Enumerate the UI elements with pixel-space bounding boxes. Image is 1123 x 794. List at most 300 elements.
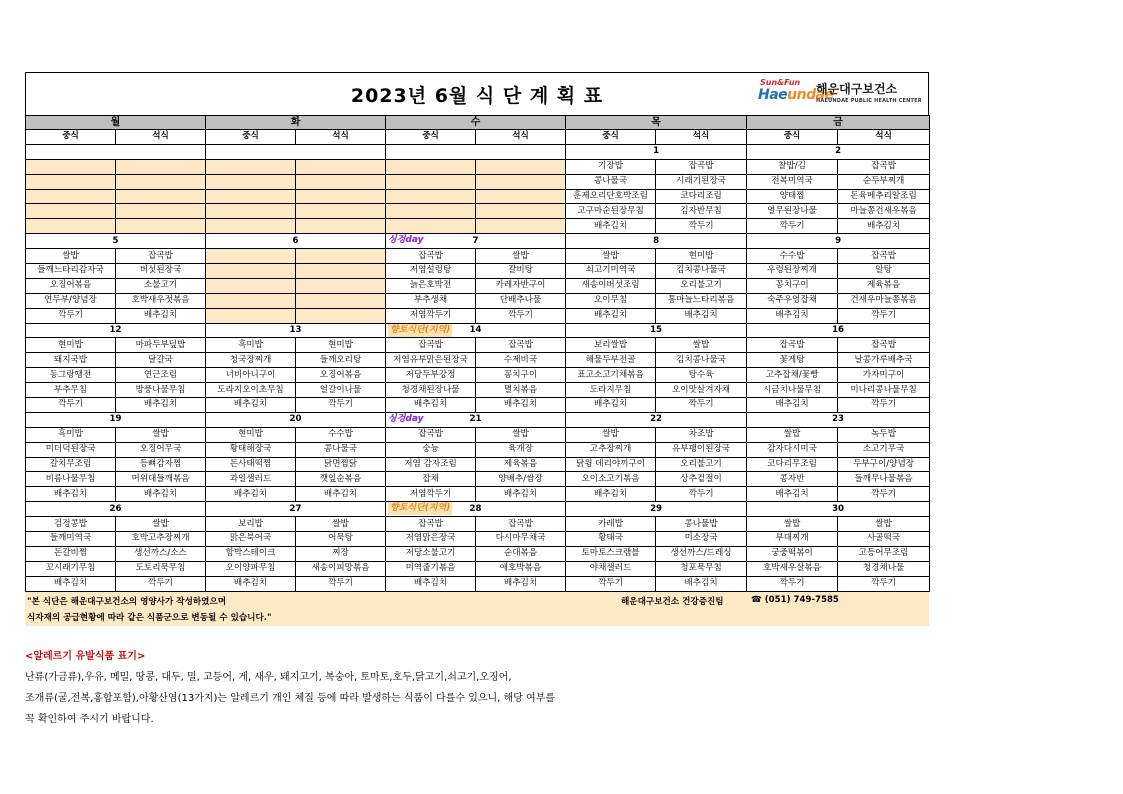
menu-cell: 흑미밥 bbox=[26, 427, 116, 442]
menu-row bbox=[26, 442, 930, 457]
menu-cell bbox=[386, 219, 476, 234]
menu-row bbox=[26, 219, 930, 234]
menu-cell: 잡곡밥 bbox=[386, 517, 476, 532]
logo-name: 해운대구보건소 bbox=[816, 82, 898, 96]
menu-cell: 꽁치구이 bbox=[747, 278, 838, 293]
menu-cell bbox=[386, 189, 476, 204]
menu-cell bbox=[206, 278, 296, 293]
menu-cell: 소불고기 bbox=[116, 278, 206, 293]
menu-cell: 찌장 bbox=[296, 546, 386, 561]
date-number: 27 bbox=[289, 503, 302, 514]
menu-cell: 가자미구이 bbox=[838, 368, 930, 383]
page-title: 2023년 6월 식 단 계 획 표 bbox=[350, 85, 604, 107]
menu-cell: 깍두기 bbox=[296, 398, 386, 413]
date-cell bbox=[206, 234, 386, 249]
allergy-line-1: 난류(가금류),우유, 메밀, 땅콩, 대두, 밀, 고등어, 게, 새우, 돼지고기, 복숭아, 토마토,호두,닭고기,쇠고기,오징어, bbox=[25, 672, 512, 683]
menu-cell: 열무된장나물 bbox=[747, 204, 838, 219]
menu-cell: 쌀밥 bbox=[656, 338, 747, 353]
health-center-logo bbox=[756, 77, 922, 111]
menu-row bbox=[26, 398, 930, 413]
special-day-stamp: 싱겅day bbox=[388, 413, 424, 424]
menu-cell bbox=[206, 264, 296, 279]
menu-cell: 콩나물밥 bbox=[656, 517, 747, 532]
menu-cell: 연근조림 bbox=[116, 368, 206, 383]
date-cell bbox=[566, 412, 747, 427]
menu-cell bbox=[296, 189, 386, 204]
menu-row bbox=[26, 353, 930, 368]
menu-cell: 날콩가루배추국 bbox=[838, 353, 930, 368]
menu-cell: 쌀밥 bbox=[838, 517, 930, 532]
menu-cell: 배추김치 bbox=[566, 219, 656, 234]
menu-cell: 깍두기 bbox=[747, 219, 838, 234]
menu-cell bbox=[206, 293, 296, 308]
day-header: 금 bbox=[747, 116, 930, 130]
menu-cell: 카레자반구이 bbox=[476, 278, 566, 293]
menu-cell: 유부팽이된장국 bbox=[656, 442, 747, 457]
menu-cell: 상추겉절이 bbox=[656, 472, 747, 487]
date-cell bbox=[206, 502, 386, 517]
meal-header: 중식 bbox=[747, 130, 838, 145]
menu-row bbox=[26, 189, 930, 204]
menu-cell: 수수밥 bbox=[747, 249, 838, 264]
menu-cell: 고추장찌개 bbox=[566, 442, 656, 457]
menu-cell: 얼갈이나물 bbox=[296, 383, 386, 398]
menu-row bbox=[26, 174, 930, 189]
menu-cell: 배추김치 bbox=[296, 487, 386, 502]
date-cell bbox=[566, 144, 747, 159]
menu-cell: 잡곡밥 bbox=[656, 159, 747, 174]
date-number: 6 bbox=[292, 235, 299, 246]
menu-cell: 들깨미역국 bbox=[26, 532, 116, 547]
menu-cell: 알탕 bbox=[838, 264, 930, 279]
menu-cell: 김치콩나물국 bbox=[656, 264, 747, 279]
menu-cell: 깍두기 bbox=[838, 308, 930, 323]
menu-cell: 찰밥/김 bbox=[747, 159, 838, 174]
menu-cell: 배추김치 bbox=[116, 398, 206, 413]
meal-header: 중식 bbox=[566, 130, 656, 145]
menu-cell: 통마늘느타리볶음 bbox=[656, 293, 747, 308]
menu-cell: 우렁된장찌개 bbox=[747, 264, 838, 279]
menu-row bbox=[26, 487, 930, 502]
meal-header: 중식 bbox=[26, 130, 116, 145]
date-cell bbox=[386, 502, 566, 517]
menu-cell: 깍두기 bbox=[838, 487, 930, 502]
date-number: 20 bbox=[289, 414, 302, 425]
menu-cell: 배추김치 bbox=[476, 576, 566, 591]
menu-cell: 닭면찜닭 bbox=[296, 457, 386, 472]
date-number: 5 bbox=[112, 235, 119, 246]
meal-header: 중식 bbox=[206, 130, 296, 145]
menu-cell: 시금치나물무침 bbox=[747, 383, 838, 398]
menu-cell: 황태국 bbox=[566, 532, 656, 547]
menu-cell: 저염맑은장국 bbox=[386, 532, 476, 547]
allergy-line-3: 꼭 확인하여 주시기 바랍니다. bbox=[25, 714, 154, 725]
menu-cell: 동그랑땡전 bbox=[26, 368, 116, 383]
menu-cell: 청포묵무침 bbox=[656, 561, 747, 576]
menu-cell bbox=[296, 159, 386, 174]
menu-cell: 잡곡밥 bbox=[386, 427, 476, 442]
menu-cell: 훈제오리단호박조림 bbox=[566, 189, 656, 204]
menu-cell: 깍두기 bbox=[296, 576, 386, 591]
menu-table bbox=[25, 115, 930, 592]
menu-cell bbox=[116, 204, 206, 219]
menu-cell: 잡곡밥 bbox=[476, 517, 566, 532]
date-number: 13 bbox=[289, 325, 302, 336]
menu-cell: 깻잎순볶음 bbox=[296, 472, 386, 487]
menu-cell: 배추김치 bbox=[26, 487, 116, 502]
menu-cell: 과일샐러드 bbox=[206, 472, 296, 487]
menu-cell: 쌀밥 bbox=[26, 249, 116, 264]
menu-cell: 배추김치 bbox=[386, 576, 476, 591]
menu-cell: 오이맛살겨자채 bbox=[656, 383, 747, 398]
menu-cell: 호박고추장찌개 bbox=[116, 532, 206, 547]
menu-cell: 현미밥 bbox=[26, 338, 116, 353]
menu-cell bbox=[386, 174, 476, 189]
menu-cell: 깍두기 bbox=[838, 398, 930, 413]
menu-cell: 갈비탕 bbox=[476, 264, 566, 279]
date-cell bbox=[26, 412, 206, 427]
day-header: 화 bbox=[206, 116, 386, 130]
menu-cell: 돼지국밥 bbox=[26, 353, 116, 368]
menu-cell: 꽁치구이 bbox=[476, 368, 566, 383]
menu-cell: 멸치볶음 bbox=[476, 383, 566, 398]
date-number: 19 bbox=[109, 414, 122, 425]
day-header: 수 bbox=[386, 116, 566, 130]
menu-cell: 오이소고기볶음 bbox=[566, 472, 656, 487]
menu-cell: 깍두기 bbox=[26, 308, 116, 323]
menu-cell: 배추김치 bbox=[476, 398, 566, 413]
menu-cell: 갈치무조림 bbox=[26, 457, 116, 472]
menu-cell: 청경채나물 bbox=[838, 561, 930, 576]
menu-cell bbox=[26, 219, 116, 234]
allergy-line-2: 조개류(굴,전복,홍합포함),아황산염(13가지)는 알레르기 개인 체질 등에 따라 발생하는 식품이 다를수 있으니, 해당 여부를 bbox=[25, 693, 556, 704]
menu-cell: 오징어볶음 bbox=[26, 278, 116, 293]
menu-cell: 잡곡밥 bbox=[386, 249, 476, 264]
menu-cell: 등뼈감자찜 bbox=[116, 457, 206, 472]
menu-cell: 청국장찌개 bbox=[206, 353, 296, 368]
date-number: 15 bbox=[650, 325, 663, 336]
meal-header-row bbox=[26, 130, 930, 145]
menu-cell: 깍두기 bbox=[747, 576, 838, 591]
local-food-stamp: 향토식단(지역) bbox=[390, 503, 451, 514]
menu-cell bbox=[116, 159, 206, 174]
menu-cell: 수제비국 bbox=[476, 353, 566, 368]
menu-cell bbox=[296, 293, 386, 308]
menu-cell: 잡곡밥 bbox=[116, 249, 206, 264]
notice-phone: ☎ (051) 749-7585 bbox=[751, 594, 839, 605]
menu-cell: 보리밥 bbox=[206, 517, 296, 532]
menu-cell: 깍두기 bbox=[656, 487, 747, 502]
menu-cell: 미나리콩나물무침 bbox=[838, 383, 930, 398]
logo-wordmark: Haeundae bbox=[758, 87, 834, 103]
menu-cell: 맑은북어국 bbox=[206, 532, 296, 547]
menu-cell: 배추김치 bbox=[116, 308, 206, 323]
meal-plan-sheet bbox=[25, 72, 929, 626]
menu-cell: 제육볶음 bbox=[838, 278, 930, 293]
menu-cell: 꽃게탕 bbox=[747, 353, 838, 368]
logo-sunfun: Sun&Fun bbox=[760, 78, 801, 87]
menu-cell: 호박새우살볶음 bbox=[747, 561, 838, 576]
menu-cell: 배추김치 bbox=[747, 308, 838, 323]
menu-cell bbox=[26, 189, 116, 204]
menu-cell: 들깨느타리감자국 bbox=[26, 264, 116, 279]
menu-cell: 오이양파무침 bbox=[206, 561, 296, 576]
menu-cell: 배추김치 bbox=[747, 487, 838, 502]
menu-cell: 녹두밥 bbox=[838, 427, 930, 442]
menu-cell: 잡곡밥 bbox=[386, 338, 476, 353]
menu-cell: 깍두기 bbox=[476, 308, 566, 323]
date-row bbox=[26, 144, 930, 159]
menu-cell: 비름나물무침 bbox=[26, 472, 116, 487]
notice-box bbox=[25, 592, 929, 626]
menu-cell bbox=[476, 189, 566, 204]
menu-cell bbox=[116, 219, 206, 234]
date-cell bbox=[386, 144, 566, 159]
date-number: 1 bbox=[653, 146, 660, 157]
menu-cell: 쇠고기미역국 bbox=[566, 264, 656, 279]
menu-cell: 흑미밥 bbox=[206, 338, 296, 353]
menu-cell: 콩나물국 bbox=[296, 442, 386, 457]
date-number: 12 bbox=[109, 325, 122, 336]
menu-cell: 버섯된장국 bbox=[116, 264, 206, 279]
date-cell bbox=[206, 412, 386, 427]
menu-cell: 배추김치 bbox=[206, 398, 296, 413]
meal-header: 석식 bbox=[656, 130, 747, 145]
menu-cell: 잡곡밥 bbox=[747, 338, 838, 353]
menu-cell bbox=[296, 308, 386, 323]
menu-row bbox=[26, 159, 930, 174]
menu-row bbox=[26, 308, 930, 323]
notice-team: 해운대구보건소 건강증진팀 bbox=[621, 596, 724, 607]
date-number: 23 bbox=[832, 414, 845, 425]
menu-cell: 애호박볶음 bbox=[476, 561, 566, 576]
menu-cell bbox=[476, 174, 566, 189]
menu-cell: 배추김치 bbox=[476, 487, 566, 502]
menu-cell: 배추김치 bbox=[206, 576, 296, 591]
date-cell bbox=[747, 412, 930, 427]
menu-cell: 잡곡밥 bbox=[838, 159, 930, 174]
menu-cell: 배추김치 bbox=[838, 219, 930, 234]
menu-cell: 쌀밥 bbox=[116, 517, 206, 532]
menu-cell: 궁중떡볶이 bbox=[747, 546, 838, 561]
date-row bbox=[26, 412, 930, 427]
menu-row bbox=[26, 427, 930, 442]
special-day-stamp: 싱겅day bbox=[388, 235, 424, 246]
menu-cell: 쌀밥 bbox=[296, 517, 386, 532]
menu-cell: 방풍나물무침 bbox=[116, 383, 206, 398]
menu-cell: 저염설렁탕 bbox=[386, 264, 476, 279]
date-number: 8 bbox=[653, 235, 660, 246]
menu-cell: 다시마무채국 bbox=[476, 532, 566, 547]
date-cell bbox=[26, 234, 206, 249]
menu-cell: 사골떡국 bbox=[838, 532, 930, 547]
menu-cell: 깍두기 bbox=[838, 576, 930, 591]
menu-cell: 잡채 bbox=[386, 472, 476, 487]
menu-cell: 육개장 bbox=[476, 442, 566, 457]
menu-cell bbox=[206, 159, 296, 174]
menu-cell bbox=[206, 189, 296, 204]
menu-cell: 저당소불고기 bbox=[386, 546, 476, 561]
menu-cell: 늙은호박전 bbox=[386, 278, 476, 293]
date-cell bbox=[566, 502, 747, 517]
menu-cell: 김치콩나물국 bbox=[656, 353, 747, 368]
menu-cell: 배추김치 bbox=[656, 576, 747, 591]
menu-cell: 미더덕된장국 bbox=[26, 442, 116, 457]
menu-cell: 저염유부맑은된장국 bbox=[386, 353, 476, 368]
date-number: 7 bbox=[472, 235, 479, 246]
menu-cell: 달걀국 bbox=[116, 353, 206, 368]
date-number: 16 bbox=[832, 325, 845, 336]
menu-cell: 코다리무조림 bbox=[747, 457, 838, 472]
date-row bbox=[26, 234, 930, 249]
menu-cell: 순대볶음 bbox=[476, 546, 566, 561]
menu-cell: 건새우마늘쫑볶음 bbox=[838, 293, 930, 308]
menu-row bbox=[26, 472, 930, 487]
date-cell bbox=[386, 412, 566, 427]
local-food-stamp: 향토식단(지역) bbox=[390, 324, 451, 335]
menu-cell: 들깨오리탕 bbox=[296, 353, 386, 368]
menu-cell: 도라지오이초무침 bbox=[206, 383, 296, 398]
menu-cell: 새송이피망볶음 bbox=[296, 561, 386, 576]
menu-cell: 카레밥 bbox=[566, 517, 656, 532]
menu-cell bbox=[296, 249, 386, 264]
menu-cell: 깍두기 bbox=[656, 398, 747, 413]
menu-cell: 오리불고기 bbox=[656, 457, 747, 472]
menu-cell: 양태찜 bbox=[747, 189, 838, 204]
menu-cell: 보리쌀밥 bbox=[566, 338, 656, 353]
menu-cell bbox=[206, 308, 296, 323]
menu-cell: 어묵탕 bbox=[296, 532, 386, 547]
date-row bbox=[26, 502, 930, 517]
menu-row bbox=[26, 264, 930, 279]
day-header: 목 bbox=[566, 116, 747, 130]
menu-cell bbox=[206, 249, 296, 264]
menu-cell: 돈사태떡찜 bbox=[206, 457, 296, 472]
menu-cell bbox=[386, 159, 476, 174]
menu-cell: 검정콩밥 bbox=[26, 517, 116, 532]
menu-cell: 쌀밥 bbox=[116, 427, 206, 442]
menu-cell: 닭윙 데리야끼구이 bbox=[566, 457, 656, 472]
menu-cell: 돈갈비찜 bbox=[26, 546, 116, 561]
menu-cell: 깍두기 bbox=[656, 219, 747, 234]
date-cell bbox=[566, 234, 747, 249]
menu-cell: 고구마순된장무침 bbox=[566, 204, 656, 219]
menu-cell: 저염깍두기 bbox=[386, 487, 476, 502]
menu-row bbox=[26, 457, 930, 472]
date-cell bbox=[747, 144, 930, 159]
menu-cell: 마파두부덮밥 bbox=[116, 338, 206, 353]
menu-cell: 머위대들깨볶음 bbox=[116, 472, 206, 487]
menu-cell: 김자반무침 bbox=[656, 204, 747, 219]
menu-cell: 배추김치 bbox=[116, 487, 206, 502]
menu-cell: 잡곡밥 bbox=[476, 338, 566, 353]
allergy-title: <알레르기 유발식품 표기> bbox=[25, 651, 146, 662]
menu-cell: 쌀밥 bbox=[476, 427, 566, 442]
menu-row bbox=[26, 576, 930, 591]
menu-cell: 기장밥 bbox=[566, 159, 656, 174]
menu-cell bbox=[296, 204, 386, 219]
menu-row bbox=[26, 293, 930, 308]
menu-cell: 배추김치 bbox=[656, 308, 747, 323]
menu-cell bbox=[296, 264, 386, 279]
menu-cell: 함박스테이크 bbox=[206, 546, 296, 561]
date-number: 2 bbox=[835, 146, 842, 157]
menu-cell: 코다리조림 bbox=[656, 189, 747, 204]
date-row bbox=[26, 323, 930, 338]
menu-cell: 소고기무국 bbox=[838, 442, 930, 457]
menu-cell: 두부구이/양념장 bbox=[838, 457, 930, 472]
date-number: 30 bbox=[832, 503, 845, 514]
menu-cell bbox=[476, 159, 566, 174]
menu-cell: 깍두기 bbox=[26, 398, 116, 413]
menu-cell: 현미밥 bbox=[206, 427, 296, 442]
menu-cell: 생선까스/드레싱 bbox=[656, 546, 747, 561]
menu-cell bbox=[206, 204, 296, 219]
menu-row bbox=[26, 368, 930, 383]
menu-row bbox=[26, 546, 930, 561]
date-cell bbox=[206, 144, 386, 159]
menu-cell: 양배추/쌈장 bbox=[476, 472, 566, 487]
logo-english: HAEUNDAE PUBLIC HEALTH CENTER bbox=[816, 98, 922, 104]
meal-header: 석식 bbox=[116, 130, 206, 145]
date-cell bbox=[206, 323, 386, 338]
menu-cell: 쌀밥 bbox=[566, 249, 656, 264]
date-cell bbox=[747, 323, 930, 338]
date-number: 28 bbox=[469, 503, 482, 514]
menu-cell: 숭늉 bbox=[386, 442, 476, 457]
menu-cell: 깍두기 bbox=[116, 576, 206, 591]
menu-cell: 들깨무나물볶음 bbox=[838, 472, 930, 487]
notice-line-1: "본 식단은 해운대구보건소의 영양사가 작성하였으며 bbox=[27, 596, 227, 607]
menu-cell bbox=[116, 189, 206, 204]
date-number: 29 bbox=[650, 503, 663, 514]
menu-cell: 현미밥 bbox=[296, 338, 386, 353]
menu-cell: 마늘쫑건새우볶음 bbox=[838, 204, 930, 219]
menu-cell bbox=[206, 174, 296, 189]
menu-cell: 현미밥 bbox=[656, 249, 747, 264]
allergy-notice bbox=[25, 646, 925, 730]
meal-header: 중식 bbox=[386, 130, 476, 145]
menu-cell: 오리불고기 bbox=[656, 278, 747, 293]
date-cell bbox=[386, 323, 566, 338]
menu-cell: 깍두기 bbox=[566, 576, 656, 591]
menu-cell: 배추김치 bbox=[26, 576, 116, 591]
menu-row bbox=[26, 561, 930, 576]
menu-cell: 해물두부전골 bbox=[566, 353, 656, 368]
menu-cell: 콩자반 bbox=[747, 472, 838, 487]
menu-cell: 콩나물국 bbox=[566, 174, 656, 189]
date-cell bbox=[386, 234, 566, 249]
menu-row bbox=[26, 204, 930, 219]
meal-header: 석식 bbox=[476, 130, 566, 145]
menu-cell: 부추무침 bbox=[26, 383, 116, 398]
menu-cell: 배추김치 bbox=[566, 487, 656, 502]
menu-cell: 도라지무침 bbox=[566, 383, 656, 398]
menu-cell bbox=[26, 204, 116, 219]
menu-cell: 고등어무조림 bbox=[838, 546, 930, 561]
menu-cell: 황태해장국 bbox=[206, 442, 296, 457]
menu-cell: 숙주우엉잡채 bbox=[747, 293, 838, 308]
menu-cell: 저염깍두기 bbox=[386, 308, 476, 323]
menu-cell: 쌀밥 bbox=[476, 249, 566, 264]
menu-row bbox=[26, 383, 930, 398]
menu-cell: 저염 감자조림 bbox=[386, 457, 476, 472]
menu-cell: 배추김치 bbox=[566, 398, 656, 413]
menu-cell: 차조밥 bbox=[656, 427, 747, 442]
menu-cell: 수수밥 bbox=[296, 427, 386, 442]
menu-cell: 배추김치 bbox=[206, 487, 296, 502]
date-cell bbox=[747, 234, 930, 249]
